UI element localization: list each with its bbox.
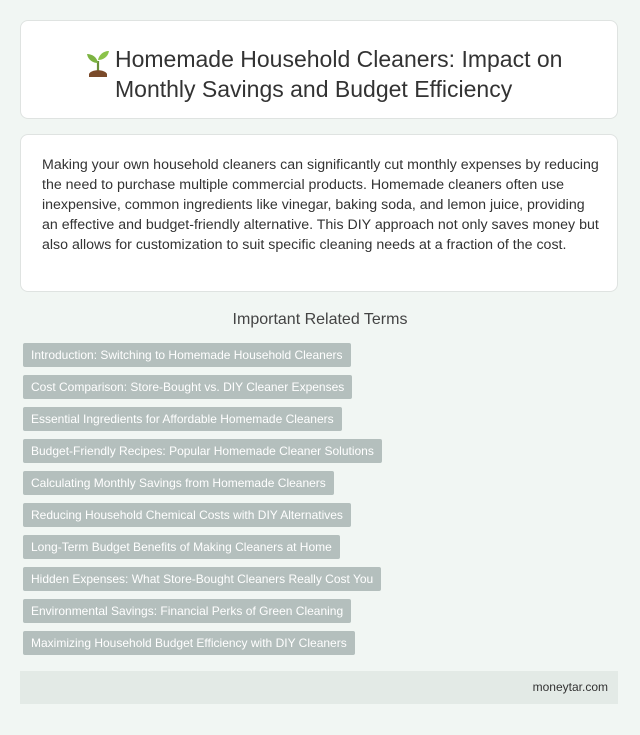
header-card bbox=[20, 20, 618, 119]
related-term-link[interactable]: Budget-Friendly Recipes: Popular Homemade Cleaner Solutions bbox=[23, 439, 382, 463]
page-title: Homemade Household Cleaners: Impact on Monthly Savings and Budget Efficiency bbox=[115, 46, 563, 102]
related-terms-list bbox=[23, 343, 382, 663]
related-term-link[interactable]: Long-Term Budget Benefits of Making Cleaners at Home bbox=[23, 535, 340, 559]
related-terms-heading: Important Related Terms bbox=[232, 311, 408, 328]
related-term-link[interactable]: Maximizing Household Budget Efficiency with DIY Cleaners bbox=[23, 631, 355, 655]
intro-text: Making your own household cleaners can significantly cut monthly expenses by reducing the need to purchase multiple commercial products. Homemade cleaners often use inexpensive, common ingredients like vinegar, baking soda, and lemon juice, providing an effective and budget-friendly alternative. This DIY approach not only saves money but also allows for customization to suit specific cleaning needs at a fraction of the cost. bbox=[42, 157, 599, 253]
related-term-link[interactable]: Essential Ingredients for Affordable Homemade Cleaners bbox=[23, 407, 342, 431]
footer bbox=[20, 671, 618, 704]
sprout-icon bbox=[83, 47, 113, 79]
related-term-link[interactable]: Cost Comparison: Store-Bought vs. DIY Cleaner Expenses bbox=[23, 375, 352, 399]
footer-site-name: moneytar.com bbox=[532, 680, 608, 694]
related-term-link[interactable]: Introduction: Switching to Homemade Household Cleaners bbox=[23, 343, 351, 367]
related-term-link[interactable]: Environmental Savings: Financial Perks of Green Cleaning bbox=[23, 599, 351, 623]
related-term-link[interactable]: Reducing Household Chemical Costs with DIY Alternatives bbox=[23, 503, 351, 527]
related-term-link[interactable]: Calculating Monthly Savings from Homemade Cleaners bbox=[23, 471, 334, 495]
intro-card bbox=[20, 134, 618, 292]
related-term-link[interactable]: Hidden Expenses: What Store-Bought Cleaners Really Cost You bbox=[23, 567, 381, 591]
